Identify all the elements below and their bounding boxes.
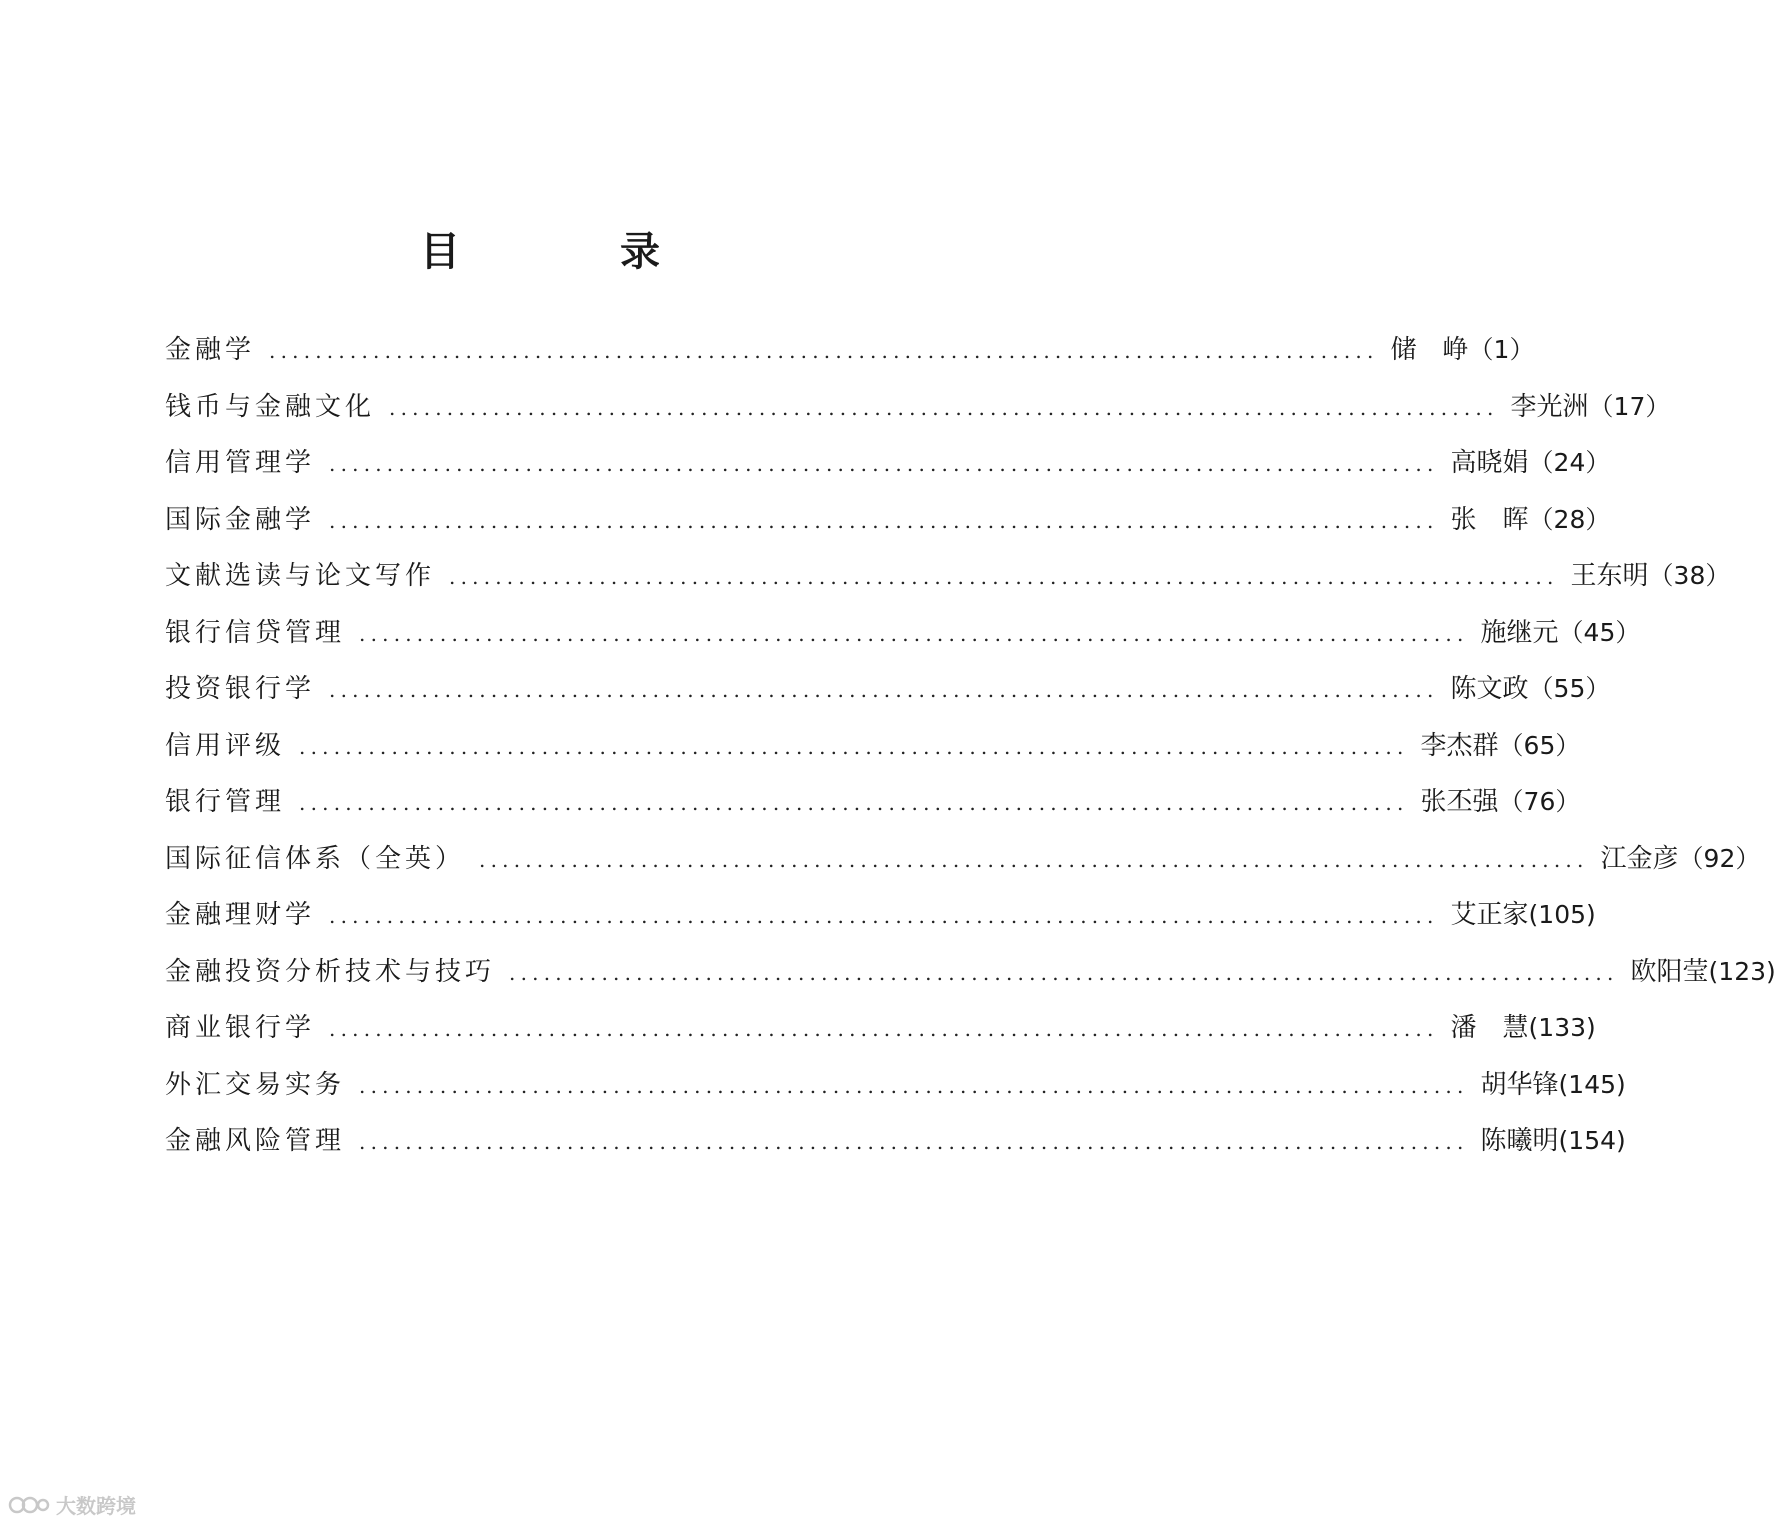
toc-entry-page: (133) [1528, 1013, 1596, 1042]
toc-leader-dots: ................................................................................................ [329, 508, 1439, 533]
toc-entry[interactable] [165, 718, 1581, 775]
toc-entry-page: （65） [1498, 730, 1581, 760]
toc-entry-title: 国际征信体系（全英） [165, 843, 466, 874]
toc-leader-dots: ................................................................................................ [329, 452, 1439, 476]
toc-entry-author: 李光洲 [1510, 391, 1589, 422]
toc-entry[interactable] [165, 887, 1596, 944]
toc-entry-page: （55） [1528, 674, 1611, 703]
toc-entry[interactable] [165, 322, 1535, 379]
toc-entry-page: （24） [1528, 448, 1611, 477]
toc-entry-page: （1） [1468, 335, 1535, 364]
toc-leader-dots: ................................................................................................ [299, 734, 1409, 759]
toc-entry-page: (105) [1528, 900, 1596, 929]
toc-entry-title: 金融风险管理 [165, 1126, 346, 1156]
page-title: 目 录 [420, 229, 720, 275]
toc-entry[interactable] [165, 1113, 1626, 1170]
toc-entry-author: 潘 慧 [1450, 1013, 1529, 1043]
toc-entry-page: (123) [1708, 956, 1776, 986]
toc-leader-dots: ................................................................................................ [359, 621, 1469, 646]
logo-icon [8, 1494, 50, 1516]
watermark-text: 大数跨境 [56, 1494, 136, 1518]
toc-entry-author: 陈文政 [1450, 674, 1529, 704]
watermark [8, 1490, 136, 1519]
toc-entry[interactable] [165, 548, 1731, 605]
toc-entry-page: （17） [1588, 391, 1671, 421]
toc-entry-page: (154) [1558, 1126, 1626, 1155]
toc-leader-dots: ................................................................................................ [299, 791, 1409, 815]
toc-entry[interactable] [165, 661, 1611, 718]
toc-entry-author: 李杰群 [1420, 730, 1499, 761]
toc-leader-dots: ................................................................................................ [329, 1017, 1439, 1041]
toc-entry-author: 施继元 [1480, 617, 1559, 648]
toc-entry-author: 张 晖 [1450, 504, 1529, 535]
toc-entry-author: 高晓娟 [1450, 448, 1529, 478]
toc-entry-title: 国际金融学 [165, 504, 316, 535]
toc-entry[interactable] [165, 605, 1641, 662]
toc-entry-author: 江金彦 [1600, 843, 1679, 874]
toc-entry-author: 王东明 [1570, 561, 1649, 591]
toc-leader-dots: ................................................................................................ [359, 1073, 1469, 1098]
toc-entry-author: 陈曦明 [1480, 1126, 1559, 1156]
toc-leader-dots: ................................................................................................ [269, 339, 1379, 363]
toc-entry-title: 信用评级 [165, 730, 286, 761]
toc-entry-page: （45） [1558, 617, 1641, 647]
toc-entry-page: （28） [1528, 504, 1611, 534]
toc-entry-title: 外汇交易实务 [165, 1069, 346, 1100]
toc-entry[interactable] [165, 944, 1776, 1001]
toc-leader-dots: ................................................................................................ [509, 960, 1619, 985]
toc-entry-author: 胡华锋 [1480, 1069, 1559, 1100]
toc-entry-author: 储 峥 [1390, 335, 1469, 365]
toc-entry-title: 钱币与金融文化 [165, 391, 376, 422]
toc-entry-author: 艾正家 [1450, 900, 1529, 930]
toc-leader-dots: ................................................................................................ [389, 395, 1499, 420]
toc-entry-title: 金融理财学 [165, 900, 316, 930]
table-of-contents [165, 322, 1776, 1170]
toc-entry-author: 欧阳莹 [1630, 956, 1709, 987]
toc-entry[interactable] [165, 492, 1611, 549]
toc-entry-page: （38） [1648, 561, 1731, 590]
toc-entry-page: （76） [1498, 787, 1581, 816]
toc-entry-author: 张丕强 [1420, 787, 1499, 817]
toc-entry-title: 投资银行学 [165, 674, 316, 704]
toc-entry[interactable] [165, 379, 1671, 436]
toc-leader-dots: ................................................................................................ [449, 565, 1559, 589]
toc-leader-dots: ................................................................................................ [479, 847, 1589, 872]
toc-entry-title: 信用管理学 [165, 448, 316, 478]
toc-leader-dots: ................................................................................................ [329, 678, 1439, 702]
toc-entry[interactable] [165, 831, 1761, 888]
toc-entry-title: 银行信贷管理 [165, 617, 346, 648]
toc-entry-title: 金融投资分析技术与技巧 [165, 956, 496, 987]
toc-entry-page: （92） [1678, 843, 1761, 873]
toc-entry[interactable] [165, 1057, 1626, 1114]
toc-leader-dots: ................................................................................................ [329, 904, 1439, 928]
toc-entry-title: 银行管理 [165, 787, 286, 817]
toc-entry-title: 商业银行学 [165, 1013, 316, 1043]
toc-entry-page: (145) [1558, 1069, 1626, 1099]
toc-entry[interactable] [165, 1000, 1596, 1057]
toc-leader-dots: ................................................................................................ [359, 1130, 1469, 1154]
toc-entry[interactable] [165, 435, 1611, 492]
toc-entry-title: 文献选读与论文写作 [165, 561, 436, 591]
toc-entry[interactable] [165, 774, 1581, 831]
toc-entry-title: 金融学 [165, 335, 256, 365]
